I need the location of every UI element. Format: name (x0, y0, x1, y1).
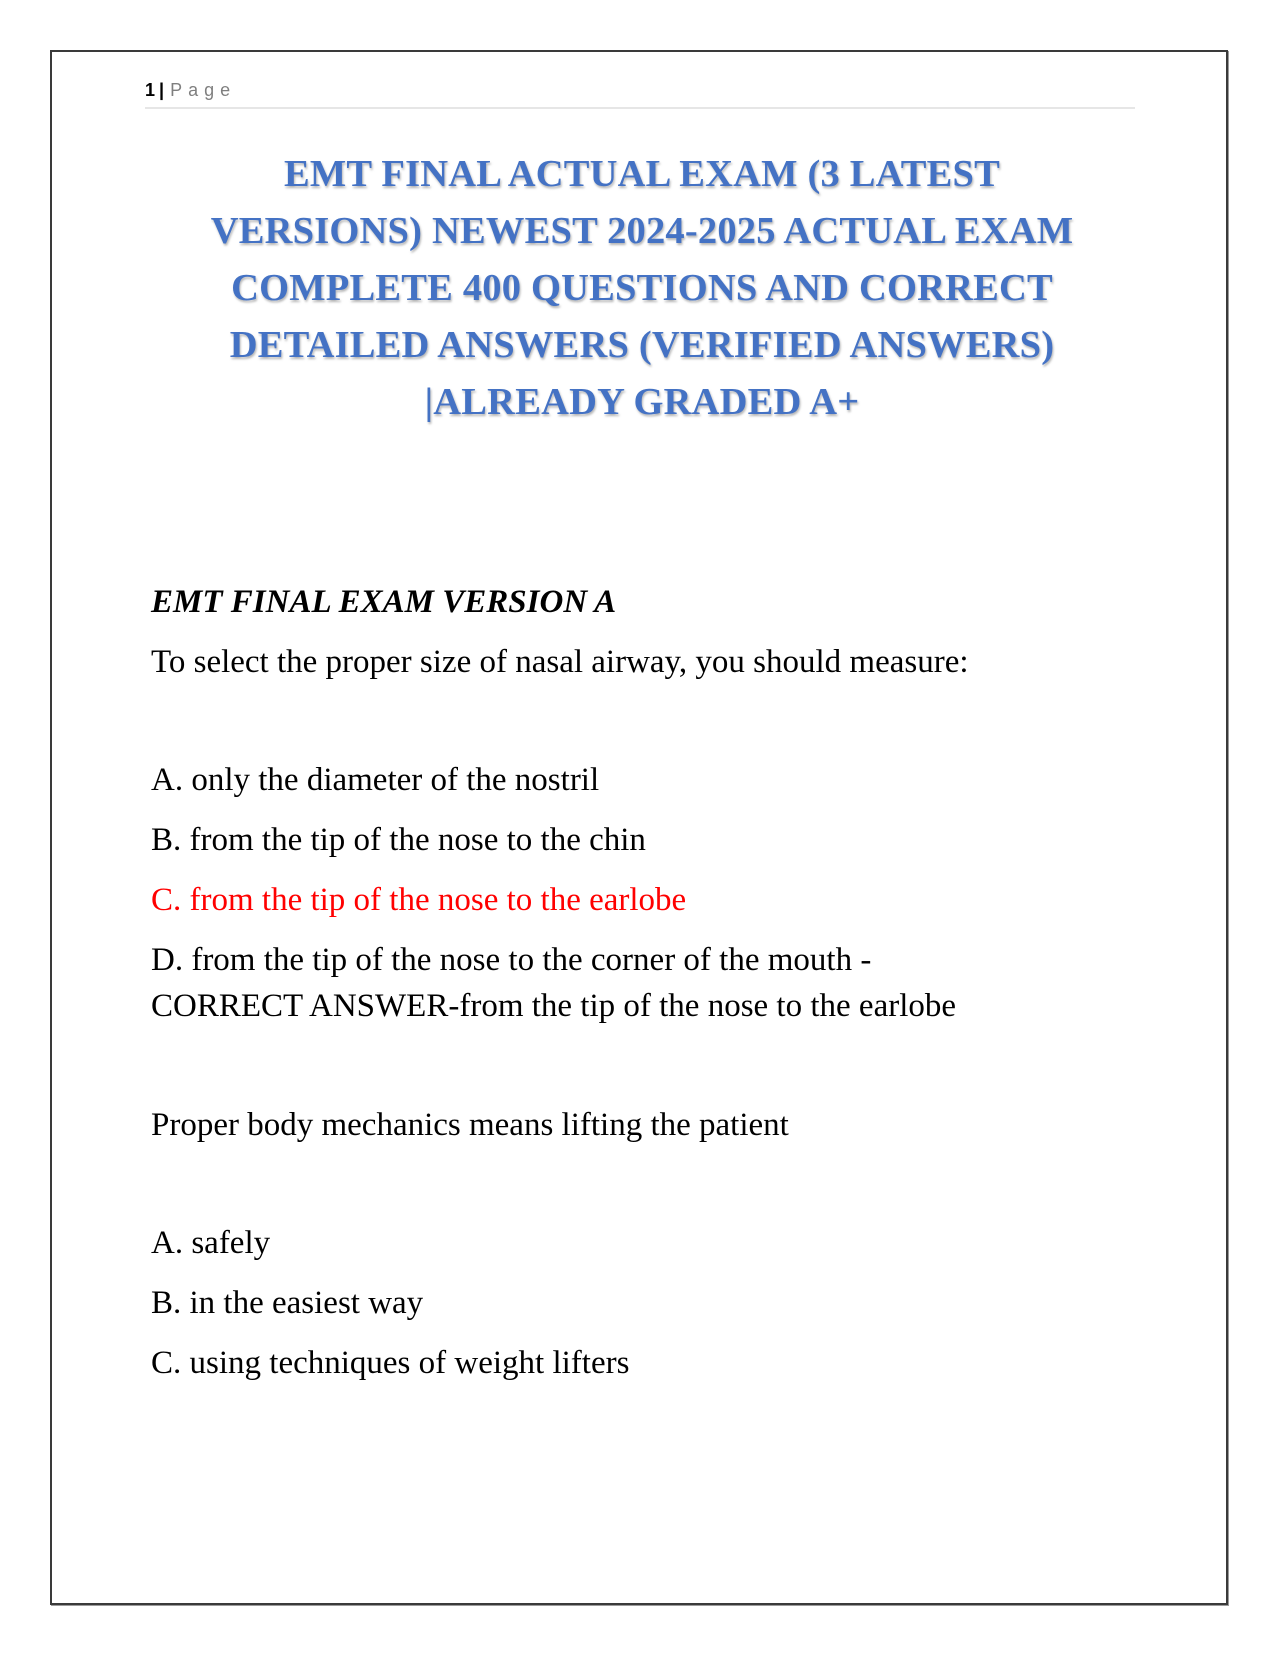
answer-option: B. in the easiest way (151, 1285, 424, 1321)
page-label: Page (170, 80, 237, 100)
question-prompt: To select the proper size of nasal airway, you should measure: (151, 644, 969, 680)
page-header (145, 79, 1135, 109)
answer-option: B. from the tip of the nose to the chin (151, 822, 646, 858)
title-line: VERSIONS) NEWEST 2024-2025 ACTUAL EXAM (210, 210, 1074, 252)
page-number: 1 (145, 80, 156, 100)
document-page (50, 50, 1228, 1605)
answer-option: A. safely (151, 1225, 271, 1261)
section-heading: EMT FINAL EXAM VERSION A (151, 584, 617, 620)
correct-answer-line: CORRECT ANSWER-from the tip of the nose to the earlobe (151, 988, 957, 1024)
title-line: EMT FINAL ACTUAL EXAM (3 LATEST (283, 153, 1001, 195)
title-line: |ALREADY GRADED A+ (424, 381, 860, 423)
page-separator: | (159, 80, 165, 100)
question-prompt: Proper body mechanics means lifting the patient (151, 1107, 789, 1143)
title-line: COMPLETE 400 QUESTIONS AND CORRECT (231, 267, 1053, 309)
answer-option: C. using techniques of weight lifters (151, 1345, 630, 1381)
answer-option: A. only the diameter of the nostril (151, 762, 600, 798)
document-title (112, 146, 1172, 431)
answer-option-correct: C. from the tip of the nose to the earlobe (151, 882, 687, 918)
title-line: DETAILED ANSWERS (VERIFIED ANSWERS) (229, 324, 1055, 366)
answer-option: D. from the tip of the nose to the corner of the mouth - (151, 942, 872, 978)
